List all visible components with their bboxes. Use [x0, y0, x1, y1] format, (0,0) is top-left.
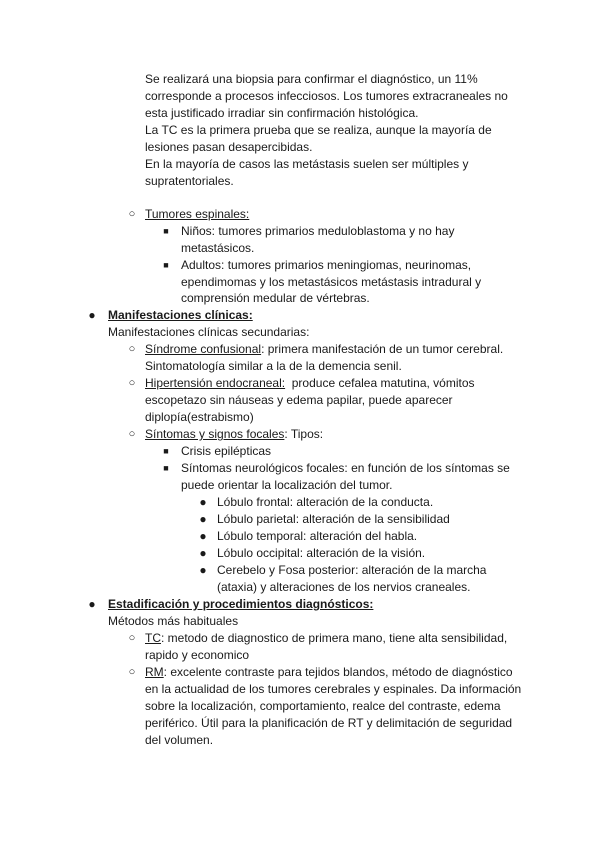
filled-dot-bullet-icon: ●	[199, 529, 207, 543]
hiper-line3: diplopía(estrabismo)	[145, 410, 254, 424]
hollow-circle-bullet-icon: ○	[128, 208, 136, 220]
tc-line2: rapido y economico	[145, 648, 250, 662]
sindrome-label: Síndrome confusional	[145, 342, 262, 356]
lobe-line: Lóbulo temporal: alteración del habla.	[217, 529, 418, 543]
filled-dot-bullet-icon: ●	[199, 512, 207, 526]
filled-dot-bullet-icon: ●	[88, 597, 96, 611]
manifest-subtitle: Manifestaciones clínicas secundarias:	[108, 325, 310, 339]
tc-label: TC	[145, 631, 161, 645]
hollow-circle-bullet-icon: ○	[128, 428, 136, 440]
square-bullet-icon: ■	[163, 463, 169, 473]
lobe-line: Lóbulo occipital: alteración de la visión.	[217, 546, 426, 560]
intro-line: En la mayoría de casos las metástasis suelen ser múltiples y	[145, 157, 469, 171]
rm-line2: en la actualidad de los tumores cerebrales y espinales. Da información	[145, 682, 522, 696]
lobe-line: Cerebelo y Fosa posterior: alteración de la marcha	[217, 563, 487, 577]
filled-dot-bullet-icon: ●	[199, 546, 207, 560]
manifest-heading: Manifestaciones clínicas:	[108, 308, 253, 322]
spinal-item-line: Niños: tumores primarios meduloblastoma y no hay	[181, 224, 455, 238]
square-bullet-icon: ■	[163, 446, 169, 456]
lobe-line: (ataxia) y alteraciones de los nervios craneales.	[217, 580, 471, 594]
hollow-circle-bullet-icon: ○	[128, 666, 136, 678]
spinal-title: Tumores espinales:	[145, 207, 250, 221]
sindrome-line2: Sintomatología similar a la de la demencia senil.	[145, 359, 402, 373]
rm-label: RM	[145, 665, 164, 679]
intro-line: La TC es la primera prueba que se realiza, aunque la mayoría de	[145, 123, 492, 137]
intro-line: supratentoriales.	[145, 174, 234, 188]
tc-line	[145, 630, 507, 646]
square-bullet-icon: ■	[163, 226, 169, 236]
lobe-line: Lóbulo parietal: alteración de la sensibilidad	[217, 512, 450, 526]
focal-item-line: puede orientar la localización del tumor.	[181, 478, 393, 492]
spinal-item-line: metastásicos.	[181, 241, 255, 255]
square-bullet-icon: ■	[163, 260, 169, 270]
spinal-item-line: Adultos: tumores primarios meningiomas, neurinomas,	[181, 258, 472, 272]
sindrome-text: : primera manifestación de un tumor cerebral.	[261, 342, 504, 356]
focal-text: : Tipos:	[284, 427, 324, 441]
focal-item-line: Síntomas neurológicos focales: en función de los síntomas se	[181, 461, 510, 475]
filled-dot-bullet-icon: ●	[88, 308, 96, 322]
intro-line: corresponde a procesos infecciosos. Los tumores extracraneales no	[145, 89, 508, 103]
focal-label: Síntomas y signos focales	[145, 427, 285, 441]
staging-subtitle: Métodos más habituales	[108, 614, 239, 628]
rm-line3: sobre la localización, comportamiento, realce del contraste, edema	[145, 699, 501, 713]
hollow-circle-bullet-icon: ○	[128, 632, 136, 644]
rm-text: : excelente contraste para tejidos blandos, método de diagnóstico	[163, 665, 513, 679]
filled-dot-bullet-icon: ●	[199, 563, 207, 577]
hiper-label: Hipertensión endocraneal:	[145, 376, 286, 390]
filled-dot-bullet-icon: ●	[199, 495, 207, 509]
hollow-circle-bullet-icon: ○	[128, 377, 136, 389]
rm-line4: periférico. Útil para la planificación de RT y delimitación de seguridad	[145, 716, 513, 730]
intro-line: Se realizará una biopsia para confirmar el diagnóstico, un 11%	[145, 72, 478, 86]
focal-line	[145, 426, 323, 442]
lobe-line: Lóbulo frontal: alteración de la conducta.	[217, 495, 434, 509]
hollow-circle-bullet-icon: ○	[128, 343, 136, 355]
hiper-line2: escopetazo sin náuseas y edema papilar, puede aparecer	[145, 393, 453, 407]
rm-line5: del volumen.	[145, 733, 214, 747]
rm-line	[145, 664, 513, 680]
hiper-text: produce cefalea matutina, vómitos	[285, 376, 475, 390]
staging-heading: Estadificación y procedimientos diagnósticos:	[108, 597, 374, 611]
spinal-item-line: comprensión medular de vértebras.	[181, 291, 370, 305]
intro-line: esta justificado irradiar sin confirmación histológica.	[145, 106, 419, 120]
tc-text: : metodo de diagnostico de primera mano, tiene alta sensibilidad,	[161, 631, 508, 645]
intro-line: lesiones pasan desapercibidas.	[145, 140, 313, 154]
hiper-line	[145, 375, 475, 391]
spinal-item-line: ependimomas y los metastásicos metástasis intradural y	[181, 275, 482, 289]
sindrome-line	[145, 341, 503, 357]
focal-item-line: Crisis epilépticas	[181, 444, 272, 458]
